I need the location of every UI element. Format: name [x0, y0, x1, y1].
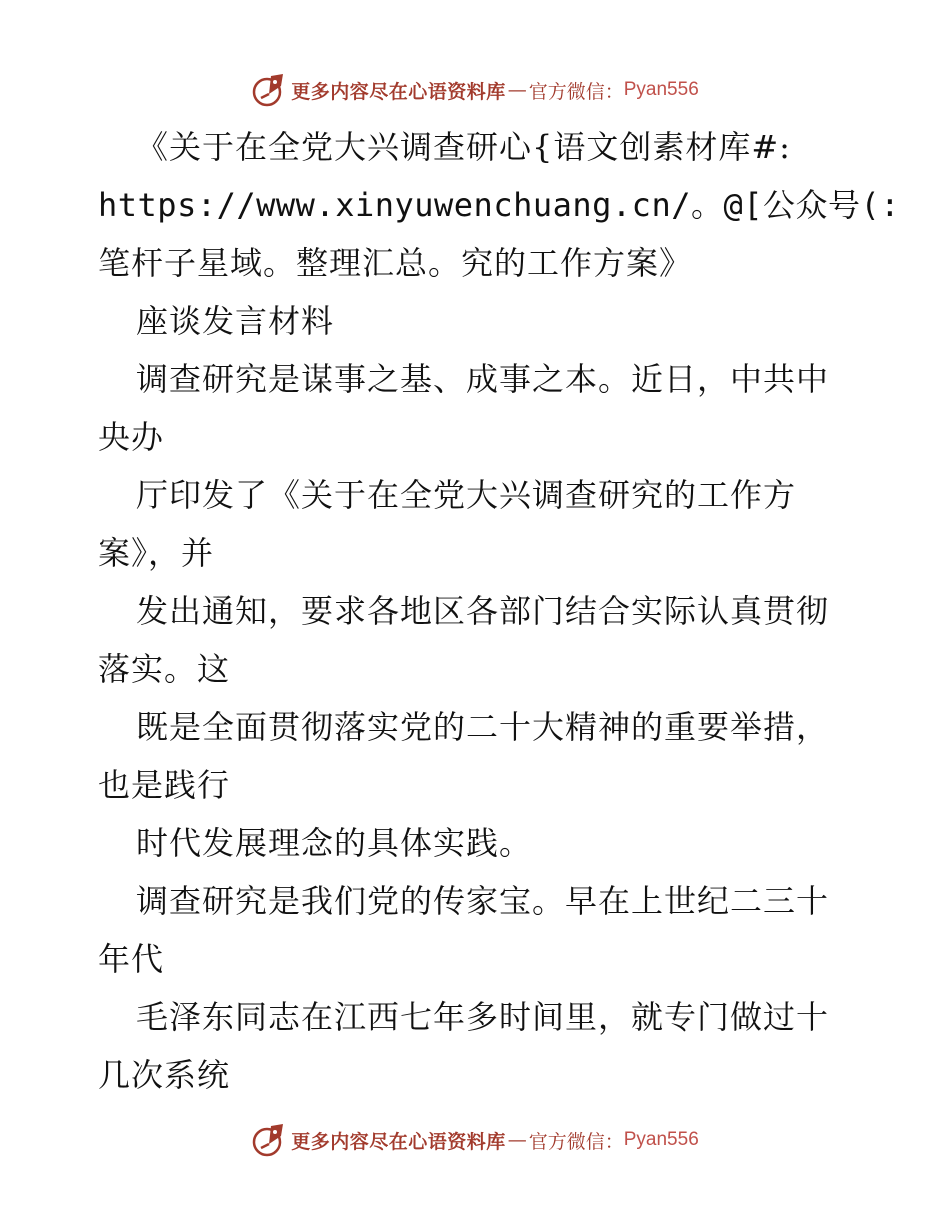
body-line: 调查研究是谋事之基、成事之本。近日，中共中: [136, 360, 830, 398]
footer-brand-text: 更多内容尽在心语资料库: [291, 1130, 506, 1153]
body-line: 《关于在全党大兴调查研心{语文创素材库#:: [136, 128, 791, 166]
body-line: 调查研究是我们党的传家宝。早在上世纪二三十: [136, 882, 830, 920]
header-separator: —: [507, 79, 527, 101]
header-sub-text: 官方微信：: [528, 80, 624, 103]
body-line: 也是践行: [98, 766, 231, 804]
body-line: 毛泽东同志在江西七年多时间里，就专门做过十: [136, 998, 830, 1036]
pen-nib-logo-icon: [251, 1122, 287, 1158]
body-line: 发出通知，要求各地区各部门结合实际认真贯彻: [136, 592, 830, 630]
footer-wechat-code: Pyan556: [623, 1129, 699, 1150]
footer-banner: [0, 1120, 950, 1160]
body-line: 几次系统: [98, 1056, 231, 1094]
body-line: 厅印发了《关于在全党大兴调查研究的工作方: [136, 476, 797, 514]
body-line: 既是全面贯彻落实党的二十大精神的重要举措，: [136, 708, 830, 746]
body-line: 时代发展理念的具体实践。: [136, 824, 533, 862]
footer-sub-text: 官方微信：: [528, 1130, 624, 1153]
body-line: 案》，并: [98, 534, 215, 572]
body-line: 落实。这: [98, 650, 231, 688]
body-line: 央办: [98, 418, 165, 456]
header-wechat-code: Pyan556: [623, 79, 699, 100]
body-line: https://www.xinyuwenchuang.cn/。@[公众号(:: [98, 186, 901, 224]
body-line: 座谈发言材料: [136, 302, 335, 340]
header-brand-text: 更多内容尽在心语资料库: [291, 80, 506, 103]
body-line: 笔杆子星域。整理汇总。究的工作方案》: [98, 244, 693, 282]
body-line: 年代: [98, 940, 165, 978]
document-body: [98, 118, 901, 1104]
pen-nib-logo-icon: [251, 72, 287, 108]
header-banner: [0, 70, 950, 110]
footer-separator: —: [507, 1129, 527, 1151]
